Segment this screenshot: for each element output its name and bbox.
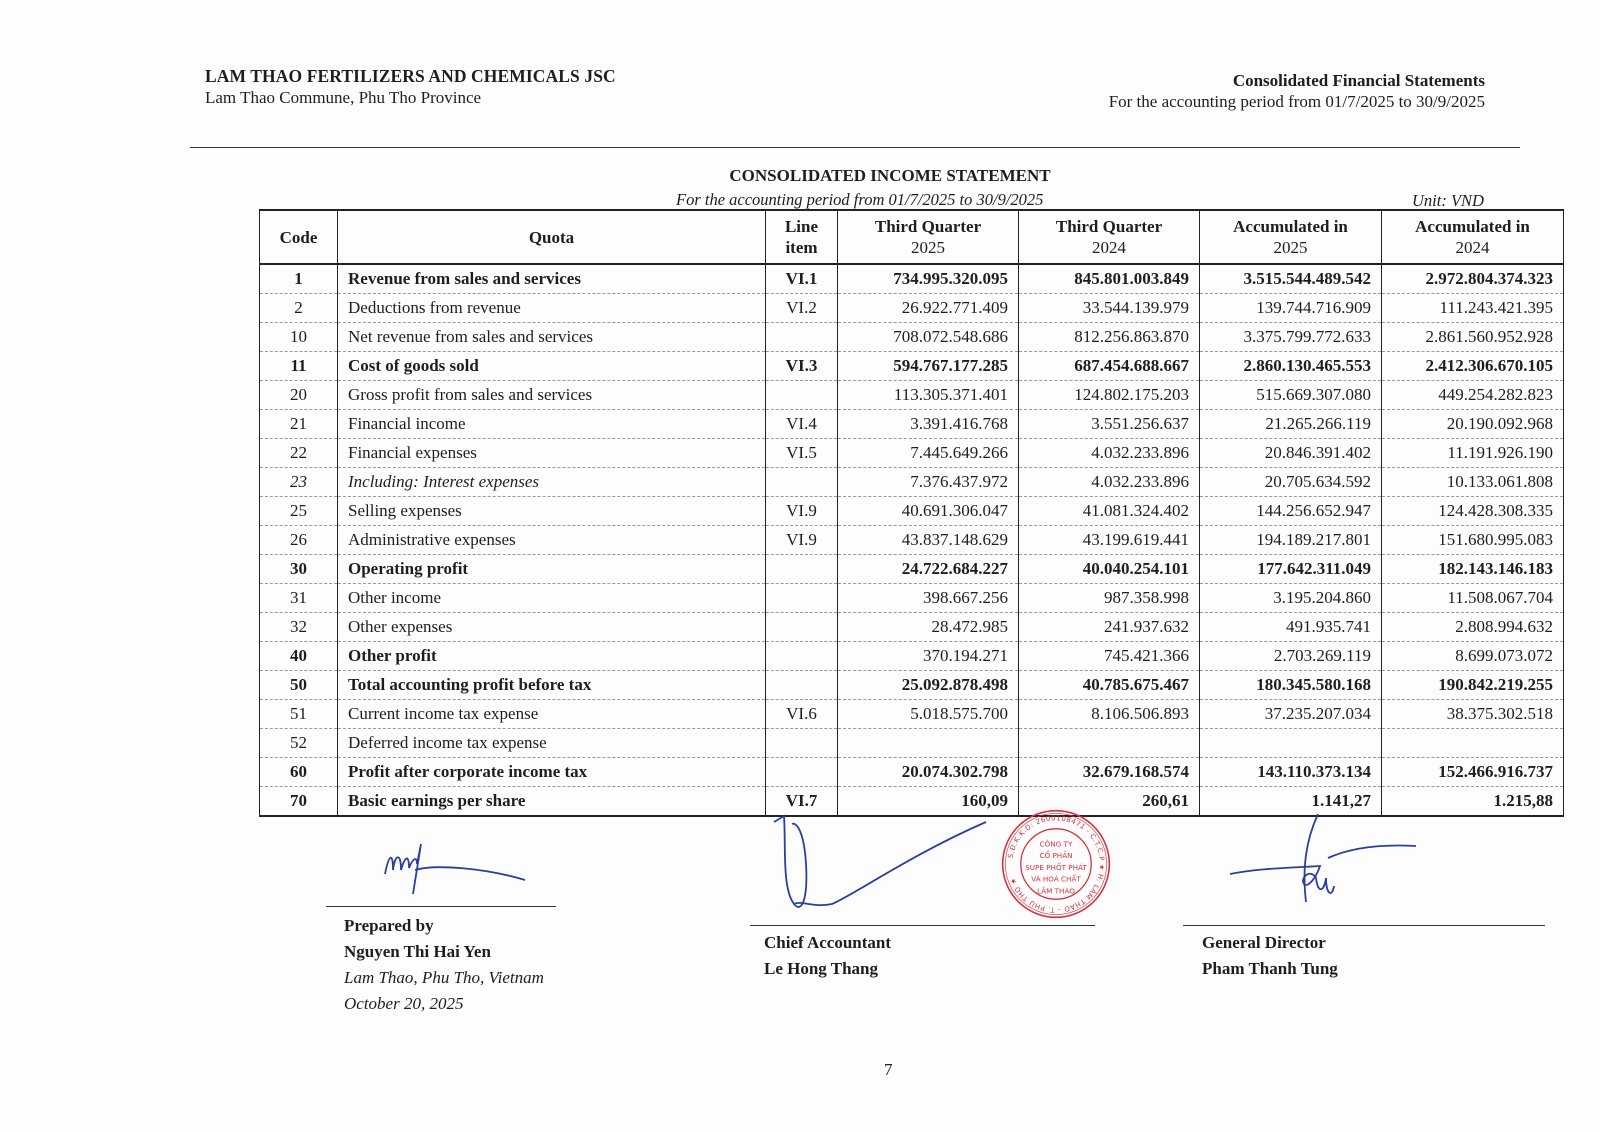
col-header-acc-2025-label-1: Accumulated in [1233, 217, 1348, 236]
cell-quota: Net revenue from sales and services [338, 323, 766, 352]
cell-q3-2025: 7.376.437.972 [838, 468, 1019, 497]
cell-q3-2024: 40.785.675.467 [1019, 671, 1200, 700]
cell-code: 1 [260, 264, 338, 294]
cell-q3-2025 [838, 729, 1019, 758]
cell-acc-2024: 10.133.061.808 [1382, 468, 1564, 497]
statement-header [1109, 71, 1485, 112]
header-divider [190, 147, 1520, 148]
cell-acc-2024: 124.428.308.335 [1382, 497, 1564, 526]
cell-quota: Gross profit from sales and services [338, 381, 766, 410]
cell-acc-2025: 1.141,27 [1200, 787, 1382, 817]
company-address: Lam Thao Commune, Phu Tho Province [205, 88, 482, 107]
table-row [260, 729, 1564, 758]
table-row [260, 584, 1564, 613]
cell-line [766, 468, 838, 497]
signing-location: Lam Thao, Phu Tho, Vietnam [344, 968, 544, 987]
table-row [260, 352, 1564, 381]
cell-q3-2024: 745.421.366 [1019, 642, 1200, 671]
col-header-line-item [766, 210, 838, 264]
cell-line [766, 613, 838, 642]
table-row [260, 410, 1564, 439]
cell-acc-2025: 2.860.130.465.553 [1200, 352, 1382, 381]
signature-block-chief-accountant [764, 930, 891, 982]
cell-acc-2025: 3.195.204.860 [1200, 584, 1382, 613]
cell-line: VI.7 [766, 787, 838, 817]
cell-q3-2024: 33.544.139.979 [1019, 294, 1200, 323]
svg-text:SUPE PHỐT PHÁT: SUPE PHỐT PHÁT [1025, 862, 1087, 872]
cell-acc-2025: 180.345.580.168 [1200, 671, 1382, 700]
cell-q3-2025: 25.092.878.498 [838, 671, 1019, 700]
col-header-line-label-2: item [785, 238, 818, 257]
col-header-q3-2024-label-1: Third Quarter [1055, 217, 1163, 236]
cell-quota: Administrative expenses [338, 526, 766, 555]
report-title: CONSOLIDATED INCOME STATEMENT [729, 166, 1051, 185]
cell-q3-2024: 260,61 [1019, 787, 1200, 817]
cell-acc-2024: 449.254.282.823 [1382, 381, 1564, 410]
cell-q3-2025: 3.391.416.768 [838, 410, 1019, 439]
cell-code: 40 [260, 642, 338, 671]
col-header-quota [338, 210, 766, 264]
statement-period: For the accounting period from 01/7/2025 to 30/9/2025 [1108, 92, 1485, 111]
table-row [260, 758, 1564, 787]
cell-q3-2024: 687.454.688.667 [1019, 352, 1200, 381]
cell-line [766, 729, 838, 758]
preparer-signature [375, 836, 535, 900]
cell-acc-2024: 2.412.306.670.105 [1382, 352, 1564, 381]
col-header-q3-2025-label-2: 2025 [911, 238, 945, 257]
cell-acc-2024: 2.972.804.374.323 [1382, 264, 1564, 294]
chief-accountant-signature-line [750, 925, 1095, 926]
cell-q3-2024: 4.032.233.896 [1019, 439, 1200, 468]
cell-acc-2025: 3.515.544.489.542 [1200, 264, 1382, 294]
cell-q3-2025: 40.691.306.047 [838, 497, 1019, 526]
cell-code: 11 [260, 352, 338, 381]
cell-acc-2025: 194.189.217.801 [1200, 526, 1382, 555]
svg-text:S.Đ.K.K.D: 2600108471 - C.T.C.: S.Đ.K.K.D: 2600108471 - C.T.C.P ★ H. LÂM THAO - T. PHÚ THỌ ★ [1006, 814, 1106, 914]
cell-acc-2025: 20.705.634.592 [1200, 468, 1382, 497]
col-header-code [260, 210, 338, 264]
preparer-role: Prepared by [344, 916, 434, 935]
cell-q3-2025: 20.074.302.798 [838, 758, 1019, 787]
table-row [260, 642, 1564, 671]
cell-q3-2024: 3.551.256.637 [1019, 410, 1200, 439]
cell-acc-2025: 144.256.652.947 [1200, 497, 1382, 526]
cell-q3-2025: 5.018.575.700 [838, 700, 1019, 729]
cell-acc-2025 [1200, 729, 1382, 758]
cell-line: VI.3 [766, 352, 838, 381]
cell-code: 32 [260, 613, 338, 642]
cell-quota: Financial expenses [338, 439, 766, 468]
cell-code: 30 [260, 555, 338, 584]
cell-acc-2024: 111.243.421.395 [1382, 294, 1564, 323]
cell-q3-2024: 4.032.233.896 [1019, 468, 1200, 497]
cell-code: 60 [260, 758, 338, 787]
cell-quota: Operating profit [338, 555, 766, 584]
cell-q3-2024 [1019, 729, 1200, 758]
table-row [260, 468, 1564, 497]
cell-quota: Total accounting profit before tax [338, 671, 766, 700]
cell-q3-2024: 40.040.254.101 [1019, 555, 1200, 584]
cell-acc-2024: 151.680.995.083 [1382, 526, 1564, 555]
cell-q3-2024: 812.256.863.870 [1019, 323, 1200, 352]
cell-line: VI.9 [766, 497, 838, 526]
report-subtitle: For the accounting period from 01/7/2025 to 30/9/2025 [676, 190, 1044, 209]
cell-line: VI.9 [766, 526, 838, 555]
table-row [260, 323, 1564, 352]
cell-acc-2025: 177.642.311.049 [1200, 555, 1382, 584]
cell-q3-2024: 124.802.175.203 [1019, 381, 1200, 410]
col-header-q3-2024 [1019, 210, 1200, 264]
cell-acc-2025: 37.235.207.034 [1200, 700, 1382, 729]
chief-accountant-name: Le Hong Thang [764, 959, 879, 978]
cell-code: 26 [260, 526, 338, 555]
cell-acc-2024: 2.861.560.952.928 [1382, 323, 1564, 352]
cell-acc-2025: 3.375.799.772.633 [1200, 323, 1382, 352]
page-number: 7 [884, 1060, 893, 1079]
cell-q3-2025: 26.922.771.409 [838, 294, 1019, 323]
cell-acc-2024: 11.508.067.704 [1382, 584, 1564, 613]
chief-accountant-signature [772, 814, 992, 920]
cell-quota: Cost of goods sold [338, 352, 766, 381]
cell-quota: Other income [338, 584, 766, 613]
cell-acc-2024 [1382, 729, 1564, 758]
cell-q3-2025: 594.767.177.285 [838, 352, 1019, 381]
col-header-acc-2024-label-1: Accumulated in [1415, 217, 1530, 236]
svg-text:CỔ PHẦN: CỔ PHẦN [1039, 851, 1073, 861]
report-unit: Unit: VND [1412, 191, 1484, 210]
income-statement-table [259, 209, 1564, 817]
cell-line [766, 642, 838, 671]
table-row [260, 294, 1564, 323]
col-header-q3-2025-label-1: Third Quarter [874, 217, 982, 236]
cell-q3-2025: 398.667.256 [838, 584, 1019, 613]
signature-block-general-director [1202, 930, 1338, 982]
cell-quota: Revenue from sales and services [338, 264, 766, 294]
cell-q3-2024: 845.801.003.849 [1019, 264, 1200, 294]
signing-date: October 20, 2025 [344, 994, 464, 1013]
cell-q3-2024: 41.081.324.402 [1019, 497, 1200, 526]
col-header-q3-2025 [838, 210, 1019, 264]
cell-q3-2025: 24.722.684.227 [838, 555, 1019, 584]
signature-block-prepared [344, 913, 544, 1017]
cell-quota: Deferred income tax expense [338, 729, 766, 758]
cell-code: 2 [260, 294, 338, 323]
cell-acc-2024: 182.143.146.183 [1382, 555, 1564, 584]
cell-acc-2024: 2.808.994.632 [1382, 613, 1564, 642]
company-seal-stamp [1000, 808, 1112, 920]
cell-code: 70 [260, 787, 338, 817]
cell-quota: Deductions from revenue [338, 294, 766, 323]
col-header-line-label-1: Line [784, 217, 819, 236]
cell-acc-2025: 20.846.391.402 [1200, 439, 1382, 468]
preparer-signature-line [326, 906, 556, 907]
general-director-signature [1200, 812, 1420, 918]
cell-acc-2024: 20.190.092.968 [1382, 410, 1564, 439]
table-row [260, 526, 1564, 555]
cell-line: VI.1 [766, 264, 838, 294]
cell-q3-2025: 734.995.320.095 [838, 264, 1019, 294]
table-row [260, 613, 1564, 642]
cell-quota: Basic earnings per share [338, 787, 766, 817]
cell-code: 22 [260, 439, 338, 468]
svg-text:VÀ HOÁ CHẤT: VÀ HOÁ CHẤT [1031, 874, 1081, 884]
cell-line [766, 381, 838, 410]
cell-quota: Other profit [338, 642, 766, 671]
cell-line: VI.4 [766, 410, 838, 439]
table-row [260, 497, 1564, 526]
cell-q3-2025: 43.837.148.629 [838, 526, 1019, 555]
cell-quota: Selling expenses [338, 497, 766, 526]
cell-line [766, 758, 838, 787]
cell-line [766, 323, 838, 352]
col-header-code-label: Code [279, 227, 318, 247]
general-director-signature-line [1183, 925, 1545, 926]
table-row [260, 264, 1564, 294]
cell-code: 51 [260, 700, 338, 729]
cell-line: VI.2 [766, 294, 838, 323]
cell-acc-2024: 190.842.219.255 [1382, 671, 1564, 700]
cell-quota: Financial income [338, 410, 766, 439]
cell-acc-2024: 38.375.302.518 [1382, 700, 1564, 729]
cell-q3-2024: 8.106.506.893 [1019, 700, 1200, 729]
cell-acc-2024: 152.466.916.737 [1382, 758, 1564, 787]
cell-acc-2024: 11.191.926.190 [1382, 439, 1564, 468]
cell-line [766, 671, 838, 700]
company-header [205, 66, 616, 108]
cell-quota: Profit after corporate income tax [338, 758, 766, 787]
general-director-role: General Director [1202, 933, 1326, 952]
cell-q3-2025: 370.194.271 [838, 642, 1019, 671]
cell-code: 50 [260, 671, 338, 700]
table-row [260, 700, 1564, 729]
col-header-acc-2024-label-2: 2024 [1455, 238, 1490, 257]
cell-quota: Current income tax expense [338, 700, 766, 729]
col-header-quota-label: Quota [528, 227, 575, 247]
table-header-row [260, 210, 1564, 264]
svg-text:CÔNG TY: CÔNG TY [1039, 839, 1073, 849]
company-name: LAM THAO FERTILIZERS AND CHEMICALS JSC [205, 66, 616, 86]
cell-code: 20 [260, 381, 338, 410]
cell-q3-2024: 32.679.168.574 [1019, 758, 1200, 787]
cell-acc-2025: 515.669.307.080 [1200, 381, 1382, 410]
table-row [260, 381, 1564, 410]
cell-code: 10 [260, 323, 338, 352]
cell-acc-2025: 2.703.269.119 [1200, 642, 1382, 671]
cell-q3-2025: 160,09 [838, 787, 1019, 817]
cell-code: 21 [260, 410, 338, 439]
cell-quota: Other expenses [338, 613, 766, 642]
chief-accountant-role: Chief Accountant [764, 933, 892, 952]
cell-q3-2025: 7.445.649.266 [838, 439, 1019, 468]
cell-code: 31 [260, 584, 338, 613]
cell-acc-2025: 143.110.373.134 [1200, 758, 1382, 787]
cell-acc-2025: 139.744.716.909 [1200, 294, 1382, 323]
statement-type: Consolidated Financial Statements [1232, 71, 1485, 90]
general-director-name: Pham Thanh Tung [1202, 959, 1338, 978]
table-row [260, 439, 1564, 468]
cell-q3-2024: 241.937.632 [1019, 613, 1200, 642]
svg-text:LÂM THAO: LÂM THAO [1037, 886, 1075, 896]
table-row [260, 671, 1564, 700]
cell-quota: Including: Interest expenses [338, 468, 766, 497]
table-body [260, 264, 1564, 816]
cell-code: 25 [260, 497, 338, 526]
cell-q3-2024: 43.199.619.441 [1019, 526, 1200, 555]
col-header-acc-2025 [1200, 210, 1382, 264]
cell-code: 52 [260, 729, 338, 758]
col-header-acc-2024 [1382, 210, 1564, 264]
cell-line: VI.6 [766, 700, 838, 729]
cell-q3-2025: 708.072.548.686 [838, 323, 1019, 352]
cell-q3-2025: 28.472.985 [838, 613, 1019, 642]
cell-line: VI.5 [766, 439, 838, 468]
cell-acc-2024: 1.215,88 [1382, 787, 1564, 817]
col-header-q3-2024-label-2: 2024 [1092, 238, 1126, 257]
cell-acc-2025: 21.265.266.119 [1200, 410, 1382, 439]
cell-line [766, 584, 838, 613]
col-header-acc-2025-label-2: 2025 [1273, 238, 1308, 257]
cell-q3-2024: 987.358.998 [1019, 584, 1200, 613]
cell-acc-2025: 491.935.741 [1200, 613, 1382, 642]
cell-code: 23 [260, 468, 338, 497]
cell-acc-2024: 8.699.073.072 [1382, 642, 1564, 671]
cell-line [766, 555, 838, 584]
table-row [260, 555, 1564, 584]
preparer-name: Nguyen Thi Hai Yen [344, 942, 491, 961]
cell-q3-2025: 113.305.371.401 [838, 381, 1019, 410]
